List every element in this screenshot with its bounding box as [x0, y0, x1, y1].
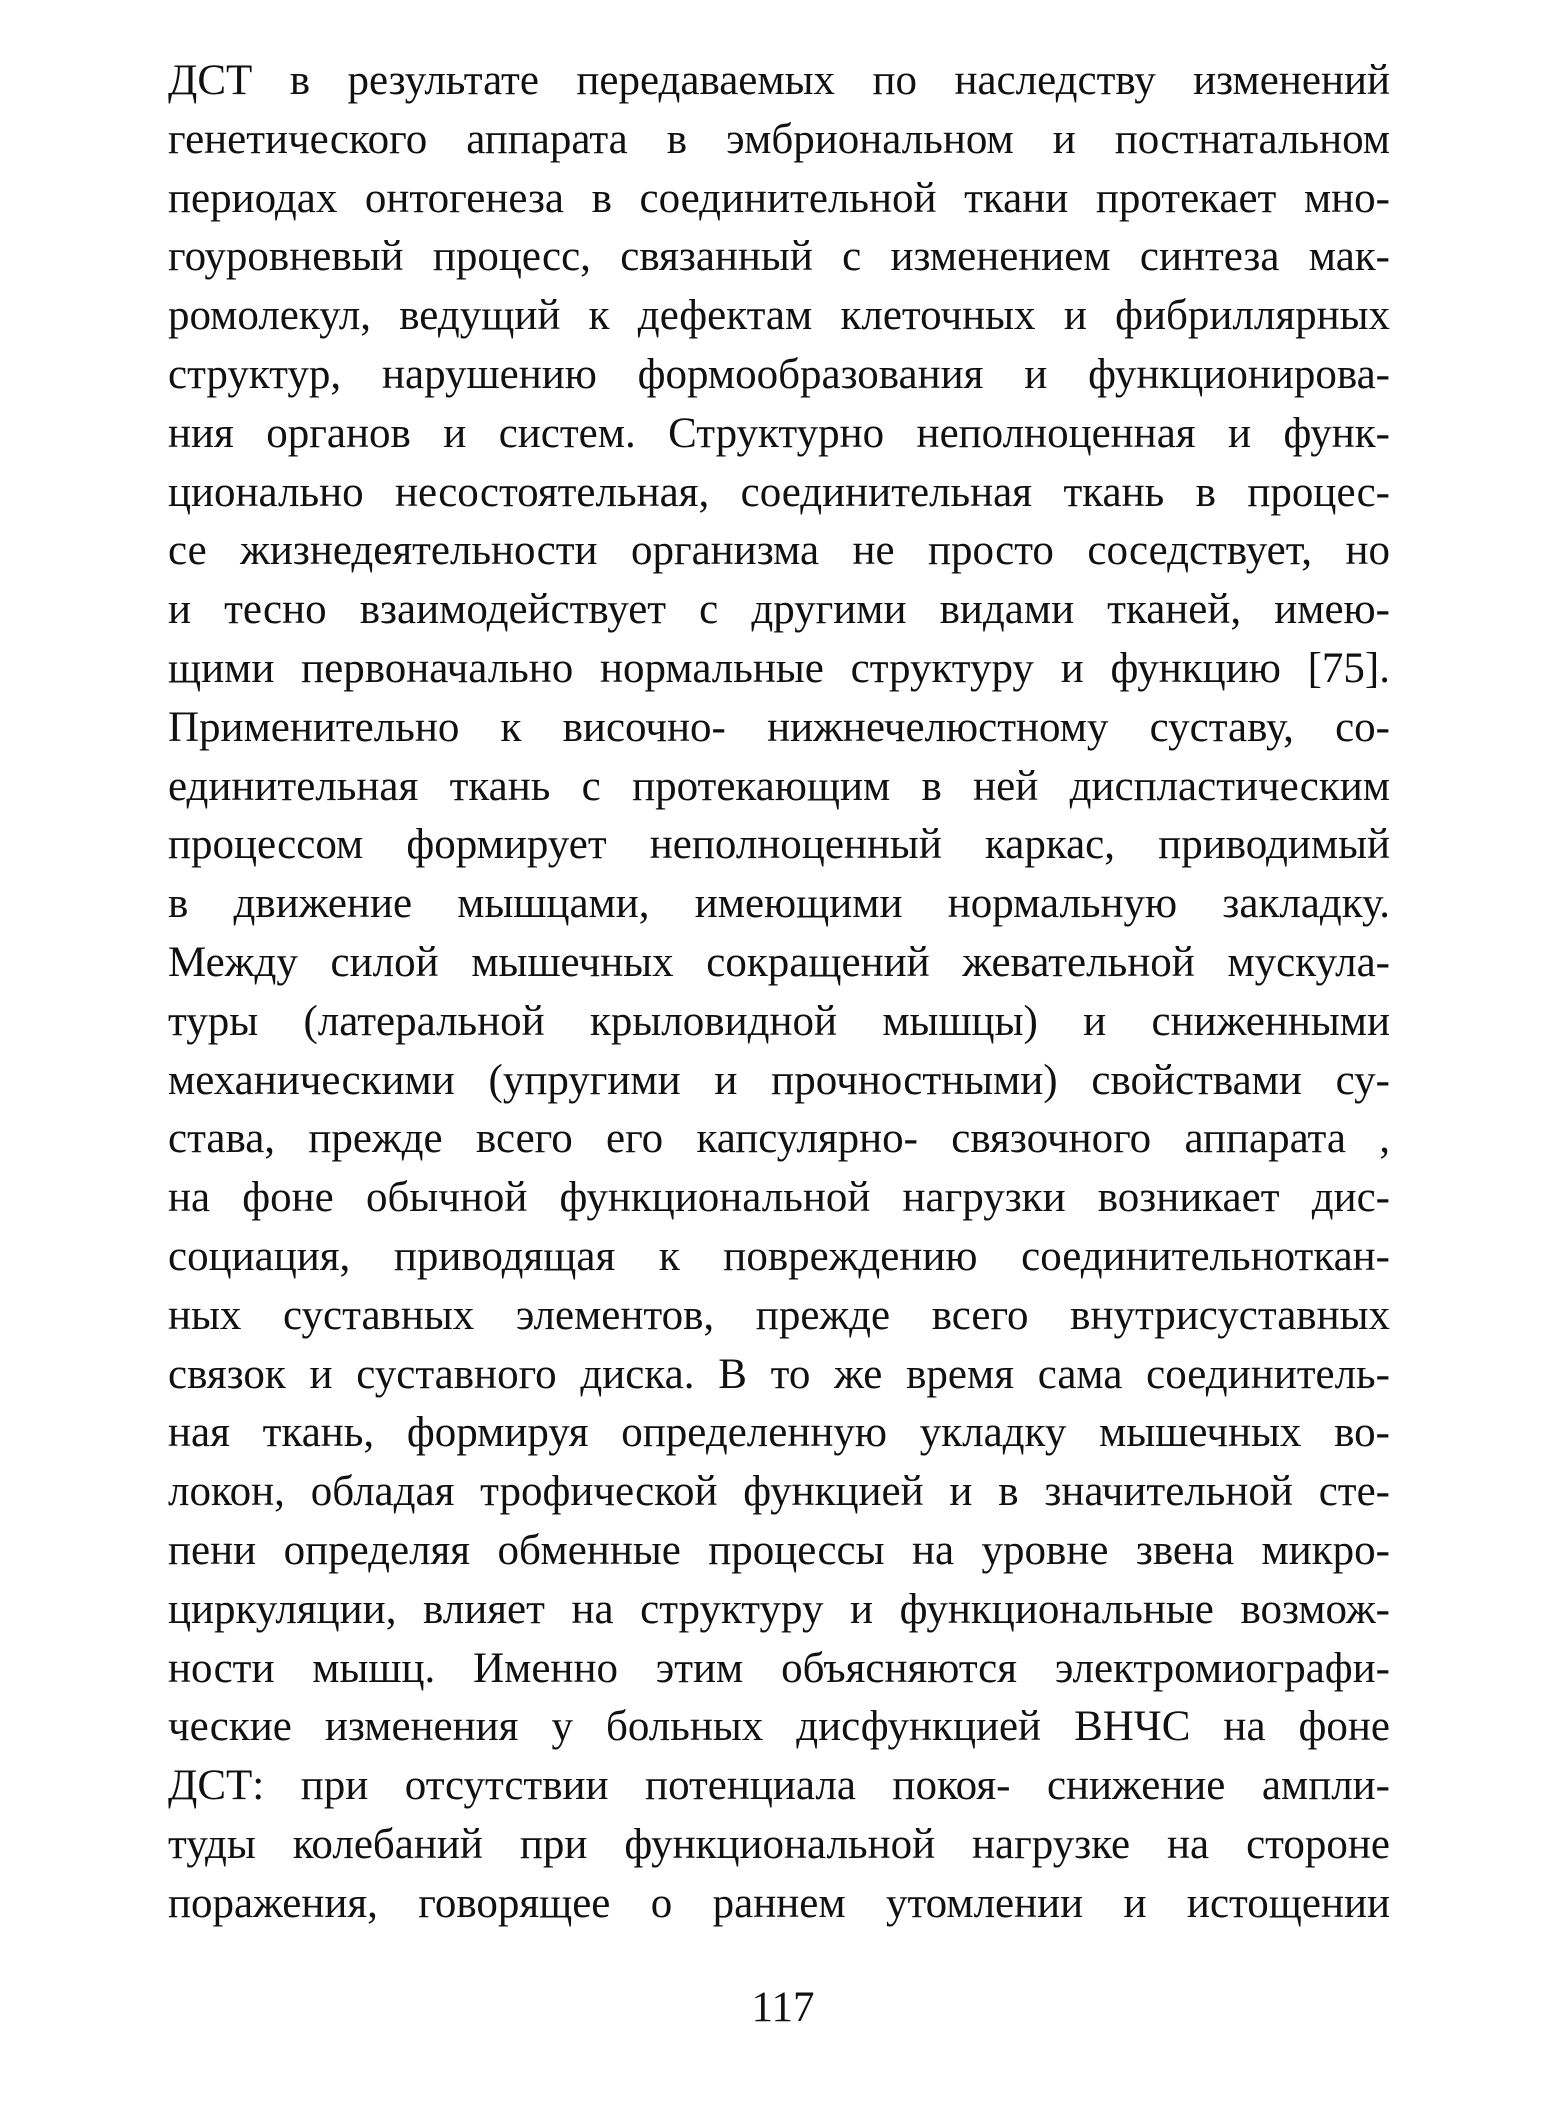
text-line: циркуляции, влияет на структуру и функциональные возмож-	[168, 1585, 1390, 1633]
text-line: ных суставных элементов, прежде всего внутрисуставных	[168, 1291, 1390, 1339]
text-line: ромолекул, ведущий к дефектам клеточных и фибриллярных	[168, 292, 1390, 340]
text-line: поражения, говорящее о раннем утомлении и истощении	[168, 1879, 1390, 1927]
text-line: щими первоначально нормальные структуру и функцию [75].	[168, 644, 1390, 692]
text-line: социация, приводящая к повреждению соединительноткан-	[168, 1232, 1390, 1280]
text-line: в движение мышцами, имеющими нормальную закладку.	[168, 880, 1390, 928]
text-line: ДСТ в результате передаваемых по наследству изменений	[168, 57, 1390, 104]
text-line: ния органов и систем. Структурно неполноценная и функ-	[168, 409, 1390, 457]
text-line: механическими (упругими и прочностными) свойствами су-	[168, 1056, 1390, 1104]
text-line: ная ткань, формируя определенную укладку мышечных во-	[168, 1409, 1390, 1457]
text-line: на фоне обычной функциональной нагрузки возникает дис-	[168, 1174, 1390, 1222]
text-line: связок и суставного диска. В то же время сама соединитель-	[168, 1350, 1390, 1398]
text-line: туры (латеральной крыловидной мышцы) и сниженными	[168, 997, 1390, 1045]
text-line: Применительно к височно- нижнечелюстному суставу, со-	[168, 703, 1390, 751]
text-line: генетического аппарата в эмбриональном и постнатальном	[168, 115, 1390, 163]
text-line: гоуровневый процесс, связанный с изменением синтеза мак-	[168, 233, 1390, 281]
text-line: периодах онтогенеза в соединительной ткани протекает мно-	[168, 174, 1390, 222]
text-line: процессом формирует неполноценный каркас, приводимый	[168, 821, 1390, 869]
text-line: ДСТ: при отсутствии потенциала покоя- снижение ампли-	[168, 1762, 1390, 1810]
page-number: 117	[751, 1984, 815, 2031]
text-line: Между силой мышечных сокращений жевательной мускула-	[168, 938, 1390, 986]
text-line: ционально несостоятельная, соединительная ткань в процес-	[168, 468, 1390, 516]
text-line: туды колебаний при функциональной нагрузке на стороне	[168, 1820, 1390, 1868]
text-line: се жизнедеятельности организма не просто соседствует, но	[168, 527, 1390, 575]
text-line: локон, обладая трофической функцией и в значительной сте-	[168, 1468, 1390, 1516]
text-line: пени определяя обменные процессы на уровне звена микро-	[168, 1526, 1390, 1574]
text-line: структур, нарушению формообразования и функционирова-	[168, 350, 1390, 398]
text-line: става, прежде всего его капсулярно- связочного аппарата ,	[168, 1115, 1390, 1163]
body-text	[168, 52, 1390, 1934]
text-line: и тесно взаимодействует с другими видами тканей, имею-	[168, 586, 1390, 634]
text-line: ности мышц. Именно этим объясняются электромиографи-	[168, 1644, 1390, 1692]
text-line: ческие изменения у больных дисфункцией ВНЧС на фоне	[168, 1703, 1390, 1751]
text-line: единительная ткань с протекающим в ней диспластическим	[168, 762, 1390, 810]
